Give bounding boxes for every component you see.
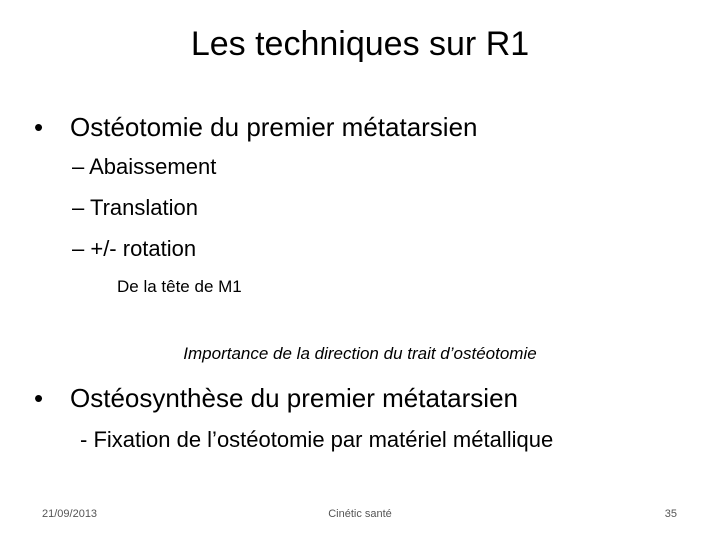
subitem-rotation: – +/- rotation	[72, 236, 197, 261]
footer-date: 21/09/2013	[42, 508, 98, 520]
subitem-fixation: - Fixation de l’ostéotomie par matériel métallique	[80, 427, 554, 452]
bullet-osteosynthese	[34, 381, 518, 415]
footer-center: Cinétic santé	[328, 508, 392, 520]
slide-title: Les techniques sur R1	[190, 25, 530, 63]
bullet-marker: •	[34, 112, 44, 142]
note-tete-m1: De la tête de M1	[117, 277, 242, 296]
subitem-translation: – Translation	[72, 195, 198, 220]
bullet-text: Ostéosynthèse du premier métatarsien	[70, 383, 518, 413]
emphasis-text: Importance de la direction du trait d’ostéotomie	[183, 344, 537, 363]
subitem-abaissement: – Abaissement	[72, 154, 217, 179]
bullet-marker: •	[34, 383, 44, 413]
bullet-text: Ostéotomie du premier métatarsien	[70, 112, 478, 142]
footer-page-number: 35	[664, 508, 677, 520]
bullet-osteotomie	[34, 110, 478, 144]
